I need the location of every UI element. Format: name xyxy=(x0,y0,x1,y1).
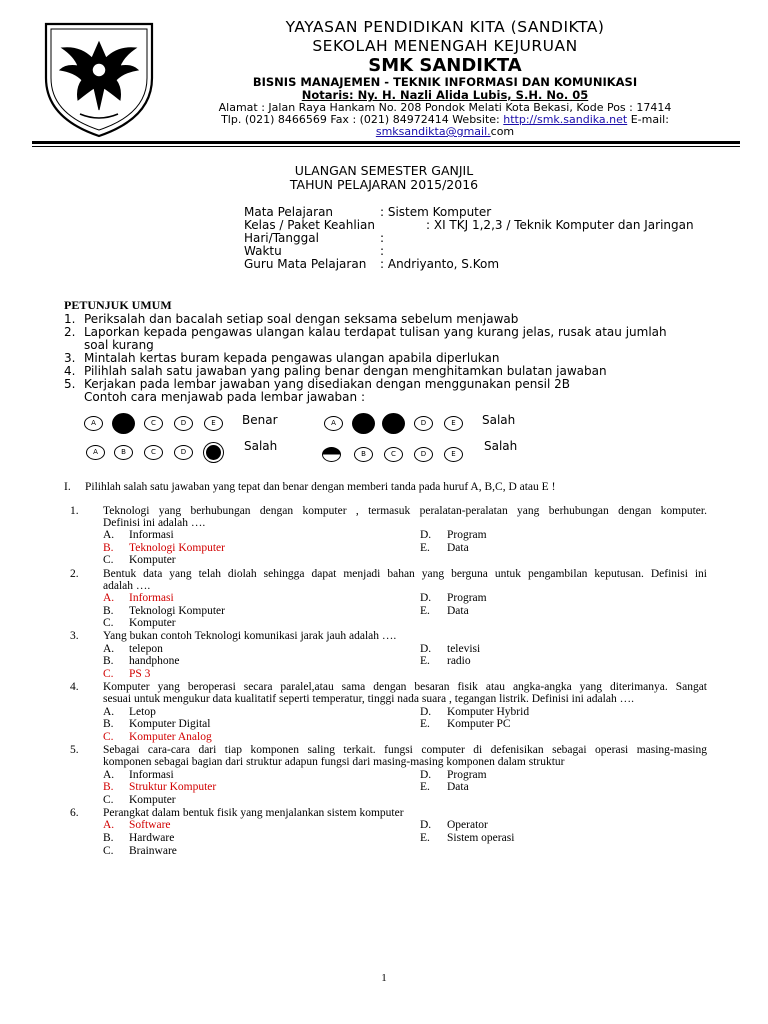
option-text: televisi xyxy=(447,643,481,655)
option-text: Sistem operasi xyxy=(447,832,515,844)
option-letter: A. xyxy=(103,643,115,655)
option-letter-answer: A. xyxy=(103,592,115,604)
option-text: Letop xyxy=(129,706,156,718)
answer-bubble: E xyxy=(444,447,463,462)
option-letter: B. xyxy=(103,605,114,617)
question-text: Yang bukan contoh Teknologi komunikasi jarak jauh adalah …. xyxy=(103,630,397,642)
school-name: SMK SANDIKTA xyxy=(368,55,522,76)
option-text: Komputer xyxy=(129,554,176,566)
option-text-answer: PS 3 xyxy=(129,668,151,680)
answer-bubble: A xyxy=(84,416,103,431)
option-text: Program xyxy=(447,529,487,541)
option-letter: B. xyxy=(103,655,114,667)
question-text: Teknologi yang berhubungan dengan komputer , termasuk peralatan-peralatan yang berhubungan dengan komputer. xyxy=(103,505,707,517)
question-text: komponen sebagai bagian dari struktur adapun fungsi dari masing-masing komponen dalam struktur xyxy=(103,756,565,768)
answer-bubble: A xyxy=(86,445,105,460)
answer-bubble: C xyxy=(384,447,403,462)
school-type: SEKOLAH MENENGAH KEJURUAN xyxy=(312,37,578,55)
option-letter: C. xyxy=(103,794,114,806)
option-text: Program xyxy=(447,592,487,604)
email-label: E-mail: xyxy=(627,113,669,126)
foundation-name: YAYASAN PENDIDIKAN KITA (SANDIKTA) xyxy=(285,18,605,36)
question-text: Definisi ini adalah …. xyxy=(103,517,206,529)
school-programs: BISNIS MANAJEMEN - TEKNIK INFORMASI DAN KOMUNIKASI xyxy=(252,75,638,89)
option-letter: B. xyxy=(103,718,114,730)
answer-bubble: A xyxy=(324,416,343,431)
option-letter: E. xyxy=(420,718,430,730)
answer-bubble: C xyxy=(144,445,163,460)
example-label-salah: Salah xyxy=(484,439,518,453)
option-text-answer: Informasi xyxy=(129,592,174,604)
option-letter: D. xyxy=(420,706,432,718)
email-line xyxy=(175,125,715,138)
notary-info: Notaris: Ny. H. Nazli Alida Lubis, S.H. No. 05 xyxy=(301,88,589,102)
exam-year: TAHUN PELAJARAN 2015/2016 xyxy=(289,177,479,192)
option-letter-answer: B. xyxy=(103,781,114,793)
answer-bubble: E xyxy=(444,416,463,431)
option-text-answer: Software xyxy=(129,819,171,831)
question-text: sesuai untuk mengukur data kualitatif seperti temperatur, tinggi nada suara , tegangan listrik. Definisi ini adalah …. xyxy=(103,693,634,705)
exam-title: ULANGAN SEMESTER GANJIL xyxy=(294,163,474,178)
option-letter: D. xyxy=(420,529,432,541)
answer-bubble: D xyxy=(174,445,193,460)
option-text: Komputer PC xyxy=(447,718,511,730)
answer-bubble: C xyxy=(144,416,163,431)
option-text: radio xyxy=(447,655,471,667)
instructions-heading: PETUNJUK UMUM xyxy=(64,298,172,312)
answer-bubble-filled xyxy=(352,413,375,434)
question-number: 4. xyxy=(70,681,79,693)
option-letter-answer: A. xyxy=(103,819,115,831)
option-letter-answer: C. xyxy=(103,731,114,743)
option-letter: C. xyxy=(103,845,114,857)
option-text: Informasi xyxy=(129,529,174,541)
option-letter: C. xyxy=(103,617,114,629)
question-text: Komputer yang beroperasi secara paralel,atau sama dengan besaran fisik atau angka-angka yang diterimanya. Sangat xyxy=(103,681,707,693)
option-letter: D. xyxy=(420,819,432,831)
answer-bubble: B xyxy=(354,447,373,462)
option-text: Operator xyxy=(447,819,488,831)
answer-bubble: B xyxy=(114,445,133,460)
option-text: Hardware xyxy=(129,832,175,844)
option-text: Program xyxy=(447,769,487,781)
question-text: Perangkat dalam bentuk fisik yang menjalankan sistem komputer xyxy=(103,807,404,819)
section-instruction: Pilihlah salah satu jawaban yang tepat dan benar dengan memberi tanda pada huruf A, B,C, D atau E ! xyxy=(85,481,556,493)
answer-bubble-filled xyxy=(112,413,135,434)
option-letter: E. xyxy=(420,781,430,793)
option-text: telepon xyxy=(129,643,163,655)
option-letter: B. xyxy=(103,832,114,844)
option-text-answer: Komputer Analog xyxy=(129,731,212,743)
option-letter: A. xyxy=(103,706,115,718)
school-address: Alamat : Jalan Raya Hankam No. 208 Pondok Melati Kota Bekasi, Kode Pos : 17414 xyxy=(218,101,672,114)
option-text: Brainware xyxy=(129,845,177,857)
website-link[interactable]: http://smk.sandika.net xyxy=(503,113,628,126)
answer-bubble: E xyxy=(204,416,223,431)
option-letter: D. xyxy=(420,643,432,655)
option-letter: E. xyxy=(420,832,430,844)
question-number: 1. xyxy=(70,505,79,517)
contact-phone-fax: Tlp. (021) 8466569 Fax : (021) 84972414 Website: xyxy=(221,113,504,126)
option-letter: E. xyxy=(420,542,430,554)
example-label-salah: Salah xyxy=(482,413,516,427)
answer-bubble-half-filled xyxy=(322,447,341,462)
option-letter: D. xyxy=(420,592,432,604)
option-letter: A. xyxy=(103,769,115,781)
answer-bubble-filled xyxy=(382,413,405,434)
header-divider-thick xyxy=(32,141,740,144)
option-letter: A. xyxy=(103,529,115,541)
option-text: Komputer Hybrid xyxy=(447,706,530,718)
option-text: Komputer Digital xyxy=(129,718,211,730)
option-text: Komputer xyxy=(129,617,176,629)
answer-bubble: D xyxy=(174,416,193,431)
option-text: Teknologi Komputer xyxy=(129,605,225,617)
page-number: 1 xyxy=(381,972,387,984)
option-text: Informasi xyxy=(129,769,174,781)
option-text-answer: Teknologi Komputer xyxy=(129,542,225,554)
option-letter-answer: C. xyxy=(103,668,114,680)
option-letter: E. xyxy=(420,605,430,617)
answer-bubble: D xyxy=(414,447,433,462)
option-letter: D. xyxy=(420,769,432,781)
example-label-salah: Salah xyxy=(244,439,278,453)
answer-bubble-circled xyxy=(206,445,221,460)
option-text-answer: Struktur Komputer xyxy=(129,781,217,793)
option-letter-answer: B. xyxy=(103,542,114,554)
option-text: Data xyxy=(447,781,469,793)
option-text: handphone xyxy=(129,655,180,667)
option-letter: E. xyxy=(420,655,430,667)
email-link[interactable]: smksandikta@gmail. xyxy=(375,125,491,138)
school-emblem-logo xyxy=(40,18,158,140)
option-text: Komputer xyxy=(129,794,176,806)
option-letter: C. xyxy=(103,554,114,566)
question-number: 2. xyxy=(70,568,79,580)
question-text: adalah …. xyxy=(103,580,151,592)
question-number: 6. xyxy=(70,807,79,819)
question-text: Bentuk data yang telah diolah sehingga dapat menjadi bahan yang berguna untuk pengambilan keputusan. Definisi ini xyxy=(103,568,707,580)
header-divider-thin xyxy=(32,146,740,147)
example-label-benar: Benar xyxy=(242,413,278,427)
email-suffix: com xyxy=(490,125,515,138)
option-text: Data xyxy=(447,542,469,554)
option-text: Data xyxy=(447,605,469,617)
question-text: Sebagai cara-cara dari tiap komponen saling terkait. fungsi computer di defenisikan sebagai operasi masing-masing xyxy=(103,744,707,756)
question-number: 3. xyxy=(70,630,79,642)
section-number: I. xyxy=(64,481,71,493)
question-number: 5. xyxy=(70,744,79,756)
answer-bubble: D xyxy=(414,416,433,431)
